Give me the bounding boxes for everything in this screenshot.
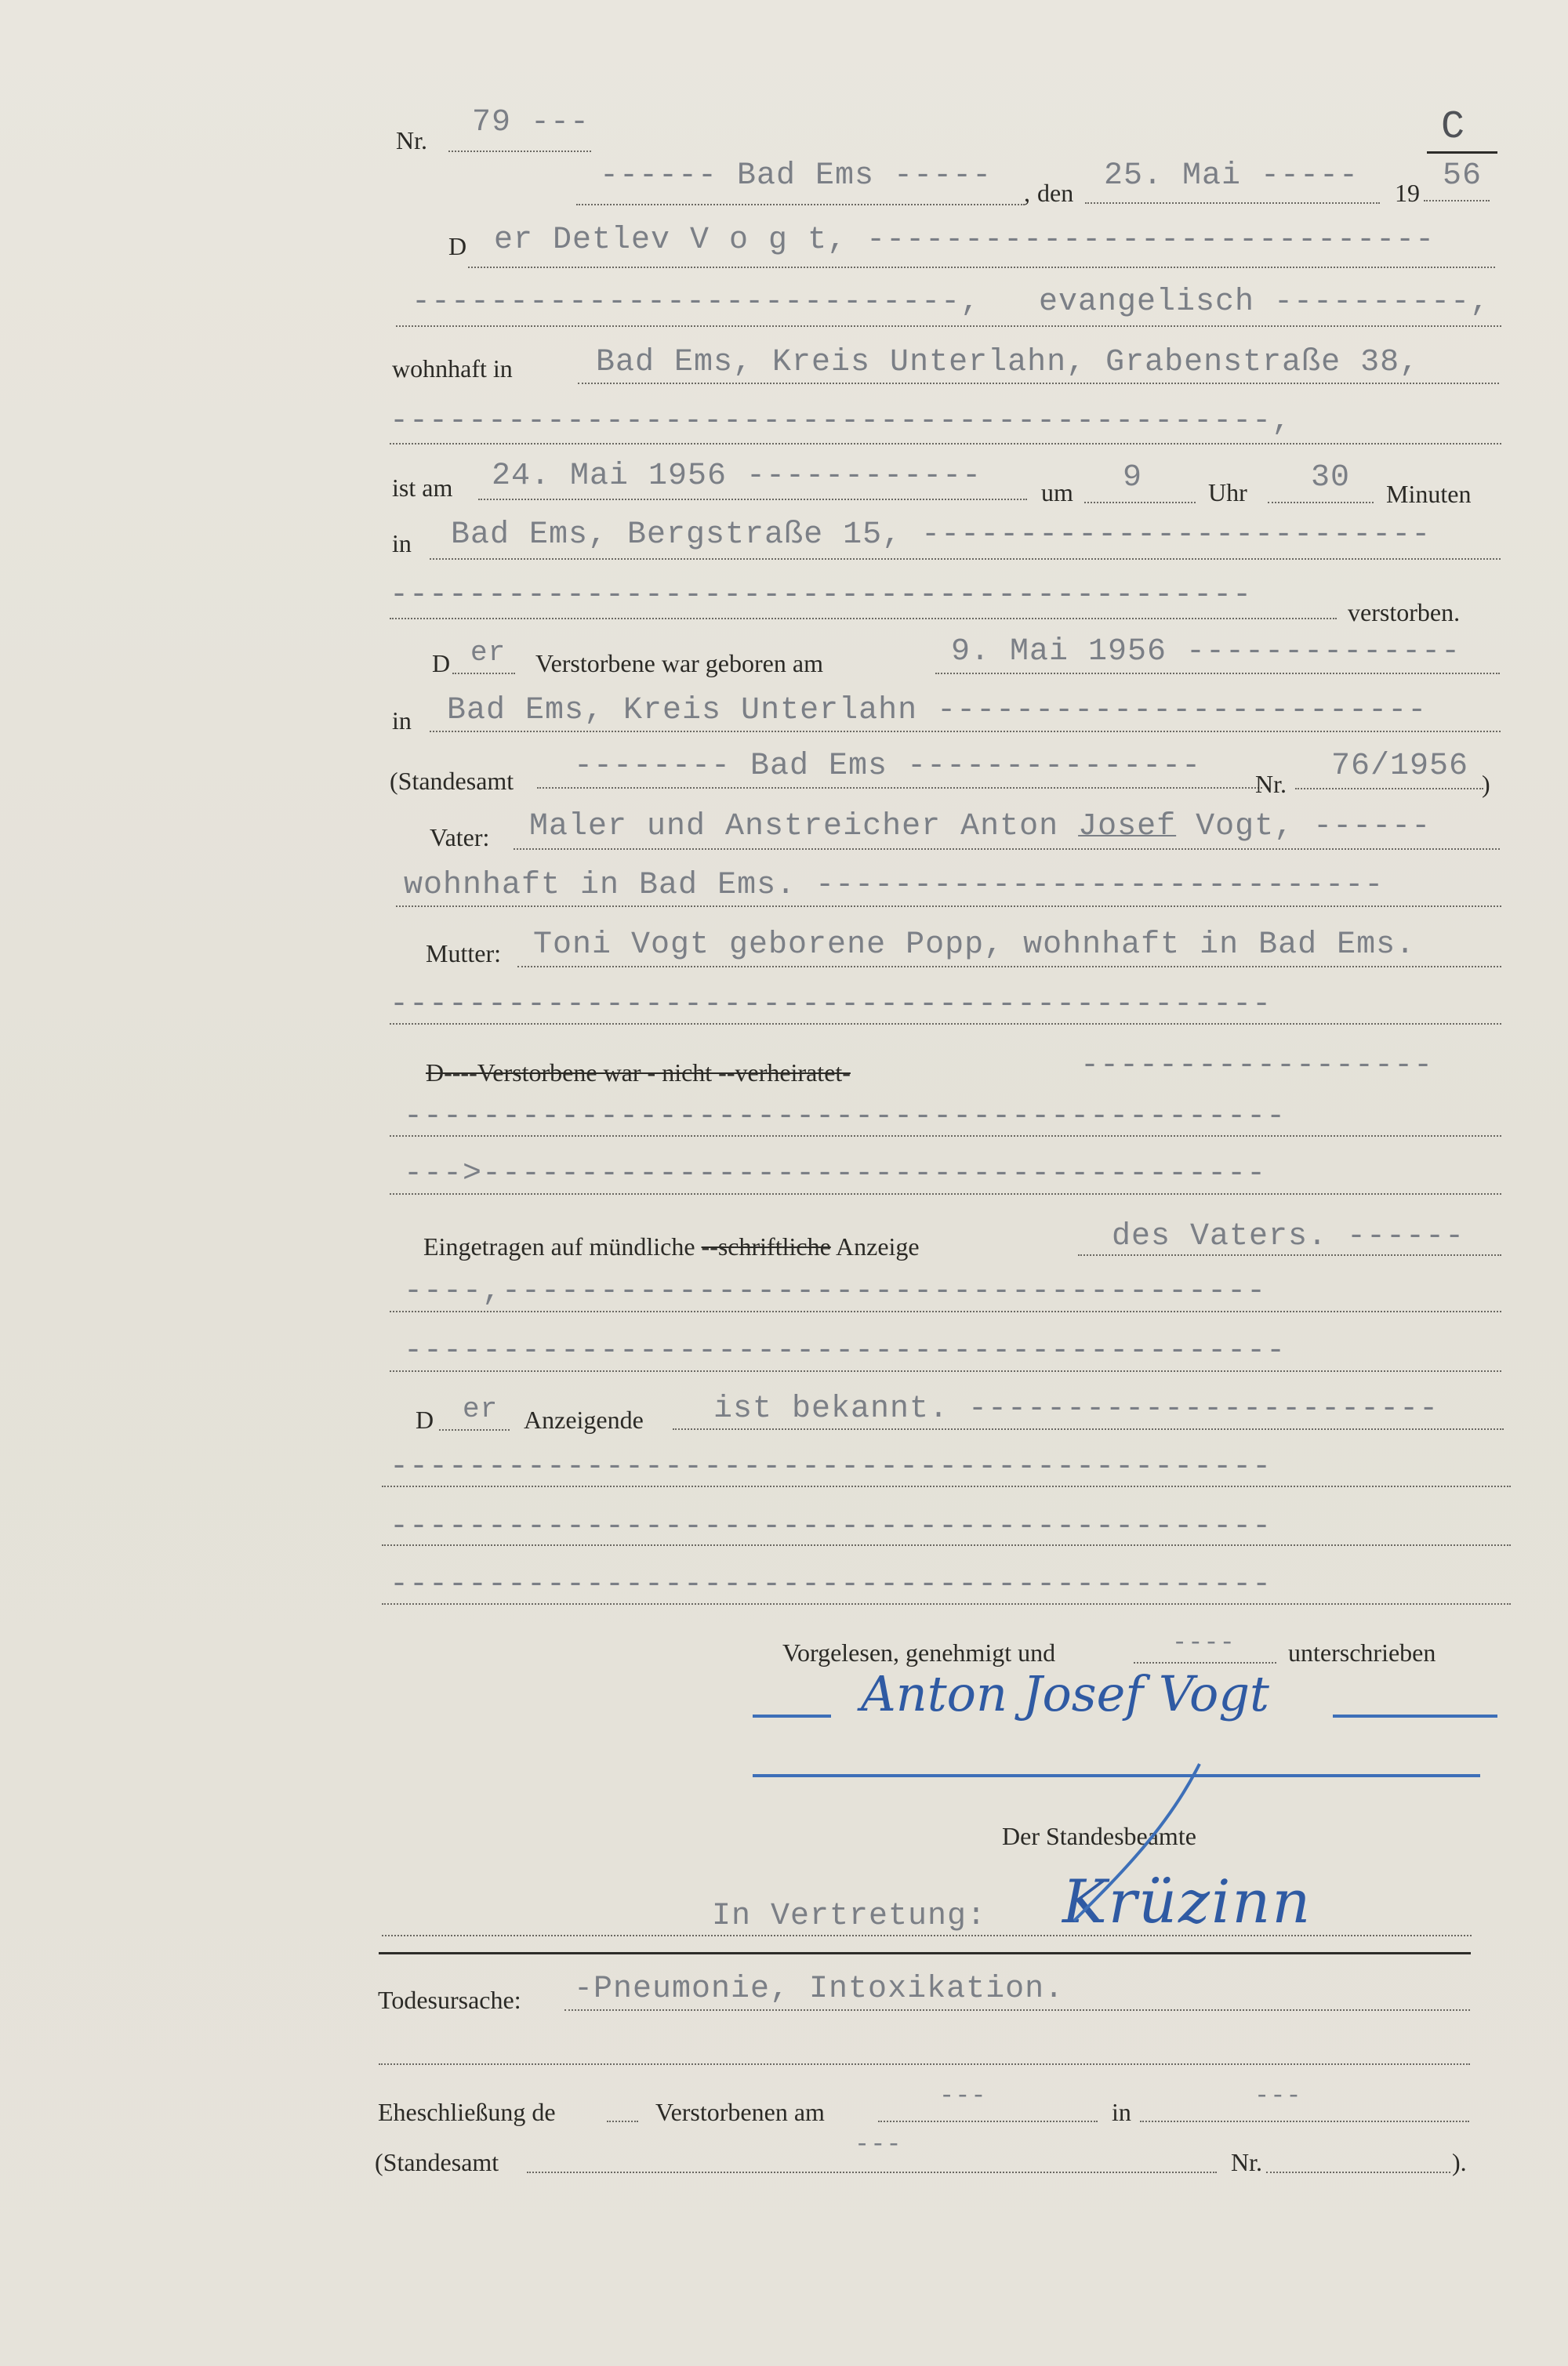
marital-cont1-line	[390, 1135, 1501, 1137]
birth-d-prefix: D	[432, 649, 451, 677]
vorgelesen-line	[1134, 1662, 1276, 1664]
informant-cont3: ---------------------------------------------	[390, 1567, 1272, 1602]
ehe-am-line	[878, 2121, 1098, 2122]
informant-value: ist bekannt. ------------------------	[713, 1392, 1439, 1427]
registration-cont1: ----,---------------------------------------	[404, 1274, 1267, 1309]
registration-label	[423, 1234, 920, 1259]
mutter-cont: ---------------------------------------------	[390, 987, 1272, 1022]
birth-er: er	[470, 637, 506, 669]
death-place-line	[430, 558, 1501, 560]
footer-standesamt-line	[527, 2172, 1217, 2173]
address-cont: ---------------------------------------------,	[390, 404, 1292, 439]
record-letter: C	[1441, 105, 1466, 150]
section-separator	[379, 1952, 1471, 1954]
birth-close: )	[1482, 770, 1490, 798]
mutter-line	[517, 966, 1501, 967]
marital-dashes: ------------------	[1080, 1048, 1434, 1083]
um-label: um	[1041, 478, 1073, 506]
minuten-label: Minuten	[1386, 480, 1472, 508]
informant-er-line	[439, 1429, 510, 1431]
wohnhaft-label: wohnhaft in	[392, 354, 513, 383]
birth-standesamt-value: -------- Bad Ems ---------------	[574, 749, 1202, 784]
vater-value-post: Vogt, ------	[1176, 809, 1432, 844]
informant-d-prefix: D	[416, 1406, 434, 1434]
year-suffix: 56	[1443, 158, 1483, 194]
death-in-label: in	[392, 529, 412, 557]
informant-cont1: ---------------------------------------------	[390, 1450, 1272, 1485]
vater-label: Vater:	[430, 823, 490, 851]
header-date: 25. Mai -----	[1104, 158, 1359, 194]
signature-lead-line	[753, 1715, 831, 1718]
birth-in-label: in	[392, 706, 412, 735]
todesursache-label: Todesursache:	[378, 1986, 521, 2014]
ehe-in-value: ---	[1254, 2081, 1302, 2110]
todesursache-value: -Pneumonie, Intoxikation.	[574, 1972, 1065, 2007]
date-dotted-line	[1085, 202, 1380, 204]
minutes-line	[1268, 502, 1374, 503]
birth-standesamt-line	[537, 787, 1262, 789]
address-line	[578, 383, 1499, 384]
birth-place-line	[430, 731, 1501, 732]
todesursache-line	[564, 2009, 1470, 2011]
footer-nr-line	[1266, 2172, 1450, 2173]
death-place-cont-line	[390, 618, 1337, 619]
signature-trail-line	[1333, 1715, 1497, 1718]
birth-place: Bad Ems, Kreis Unterlahn -------------------------	[447, 693, 1428, 728]
informant-cont2-line	[382, 1544, 1511, 1546]
vertretung-text: In Vertretung:	[712, 1899, 987, 1934]
todesursache-cont-line	[379, 2063, 1470, 2065]
death-hour: 9	[1123, 460, 1143, 495]
registration-line	[1078, 1254, 1501, 1256]
official-signature: Krüzinn	[1062, 1867, 1312, 1936]
address-cont-line	[390, 443, 1501, 445]
registration-cont2: ---------------------------------------------	[404, 1334, 1287, 1369]
registration-label-pre: Eingetragen auf mündliche	[423, 1232, 702, 1261]
vater-value	[529, 811, 1431, 843]
vater-line	[514, 848, 1500, 850]
footer-nr-label: Nr.	[1231, 2148, 1262, 2176]
nr-value: 79 ---	[472, 105, 590, 140]
nr-dotted-line	[448, 151, 591, 152]
verstorben-label: verstorben.	[1348, 598, 1461, 626]
ist-am-label: ist am	[392, 474, 453, 502]
header-comma: ,	[1024, 179, 1030, 207]
person-name-line	[468, 267, 1495, 268]
den-label: den	[1037, 179, 1074, 207]
religion-line	[396, 325, 1501, 327]
year-dotted-line	[1424, 200, 1490, 201]
marital-cont2-line	[390, 1193, 1501, 1195]
person-name: er Detlev V o g t, -----------------------------	[494, 223, 1436, 258]
birth-er-line	[452, 673, 515, 674]
unterschrieben-label: unterschrieben	[1288, 1638, 1436, 1667]
informant-signature: Anton Josef Vogt	[861, 1665, 1269, 1722]
registration-cont2-line	[390, 1370, 1501, 1372]
person-d-prefix: D	[448, 232, 467, 260]
vorgelesen-label: Vorgelesen, genehmigt und	[782, 1638, 1056, 1667]
place-dotted-line	[576, 204, 1025, 205]
footer-standesamt-label: (Standesamt	[375, 2148, 499, 2176]
year-prefix: 19	[1395, 179, 1420, 207]
birth-date-line	[935, 673, 1500, 674]
informant-er: er	[463, 1393, 499, 1425]
ehe-label-2: Verstorbenen am	[655, 2098, 825, 2126]
birth-nr-line	[1295, 788, 1483, 789]
ehe-label-1: Eheschließung de	[378, 2098, 556, 2126]
ehe-in-line	[1140, 2121, 1469, 2122]
vater-value-pre: Maler und Anstreicher Anton	[529, 809, 1079, 844]
signature-flourish	[1027, 1756, 1223, 1929]
death-minutes: 30	[1311, 460, 1351, 495]
vater-cont: wohnhaft in Bad Ems. -----------------------------	[404, 868, 1385, 903]
person-row2-dashes: ----------------------------,	[412, 285, 981, 320]
birth-nr-value: 76/1956	[1331, 749, 1469, 784]
birth-nr-label: Nr.	[1255, 770, 1287, 798]
registration-label-struck: --schriftliche	[701, 1232, 831, 1261]
hour-line	[1084, 502, 1196, 503]
birth-date: 9. Mai 1956 --------------	[951, 634, 1461, 670]
ehe-de-line	[607, 2121, 638, 2122]
verstorbene-label: Verstorbene war geboren am	[535, 649, 823, 677]
header-place: ------ Bad Ems -----	[600, 158, 993, 194]
mutter-cont-line	[390, 1023, 1501, 1025]
vater-value-underlined: Josef	[1078, 809, 1177, 844]
religion-value: evangelisch ----------,	[1039, 285, 1490, 320]
death-date-line	[478, 499, 1027, 500]
birth-standesamt-label: (Standesamt	[390, 767, 514, 795]
registration-value: des Vaters. ------	[1112, 1219, 1465, 1254]
standesbeamte-label: Der Standesbeamte	[1002, 1822, 1196, 1850]
letter-underline	[1427, 151, 1497, 154]
mutter-value: Toni Vogt geborene Popp, wohnhaft in Bad Ems.	[533, 927, 1416, 963]
death-place-cont: --------------------------------------------	[390, 578, 1253, 613]
ehe-in-label: in	[1112, 2098, 1131, 2126]
signature-flourish-stroke	[1074, 1764, 1200, 1921]
informant-cont1-line	[382, 1486, 1511, 1487]
nr-label: Nr.	[396, 126, 427, 154]
anzeigende-label: Anzeigende	[524, 1406, 644, 1434]
mutter-label: Mutter:	[426, 939, 501, 967]
marital-struck-text: D----Verstorbene war - nicht --verheiratet-	[426, 1058, 851, 1087]
registration-cont1-line	[390, 1311, 1501, 1312]
footer-standesamt-value: ---	[855, 2130, 902, 2159]
ehe-am-value: ---	[939, 2081, 987, 2110]
registration-label-post: Anzeige	[830, 1232, 920, 1261]
marital-cont1: ---------------------------------------------	[404, 1099, 1287, 1134]
death-date: 24. Mai 1956 ------------	[492, 459, 982, 494]
uhr-label: Uhr	[1208, 478, 1247, 506]
informant-cont3-line	[382, 1603, 1511, 1605]
marital-cont2: --->----------------------------------------	[404, 1156, 1267, 1192]
death-place: Bad Ems, Bergstraße 15, --------------------------	[451, 517, 1432, 553]
informant-cont2: ---------------------------------------------	[390, 1509, 1272, 1544]
vater-cont-line	[396, 905, 1501, 907]
informant-line	[673, 1428, 1504, 1430]
footer-close: ).	[1452, 2148, 1467, 2176]
vorgelesen-blank: ----	[1172, 1628, 1236, 1657]
address-value: Bad Ems, Kreis Unterlahn, Grabenstraße 38,	[596, 345, 1420, 380]
